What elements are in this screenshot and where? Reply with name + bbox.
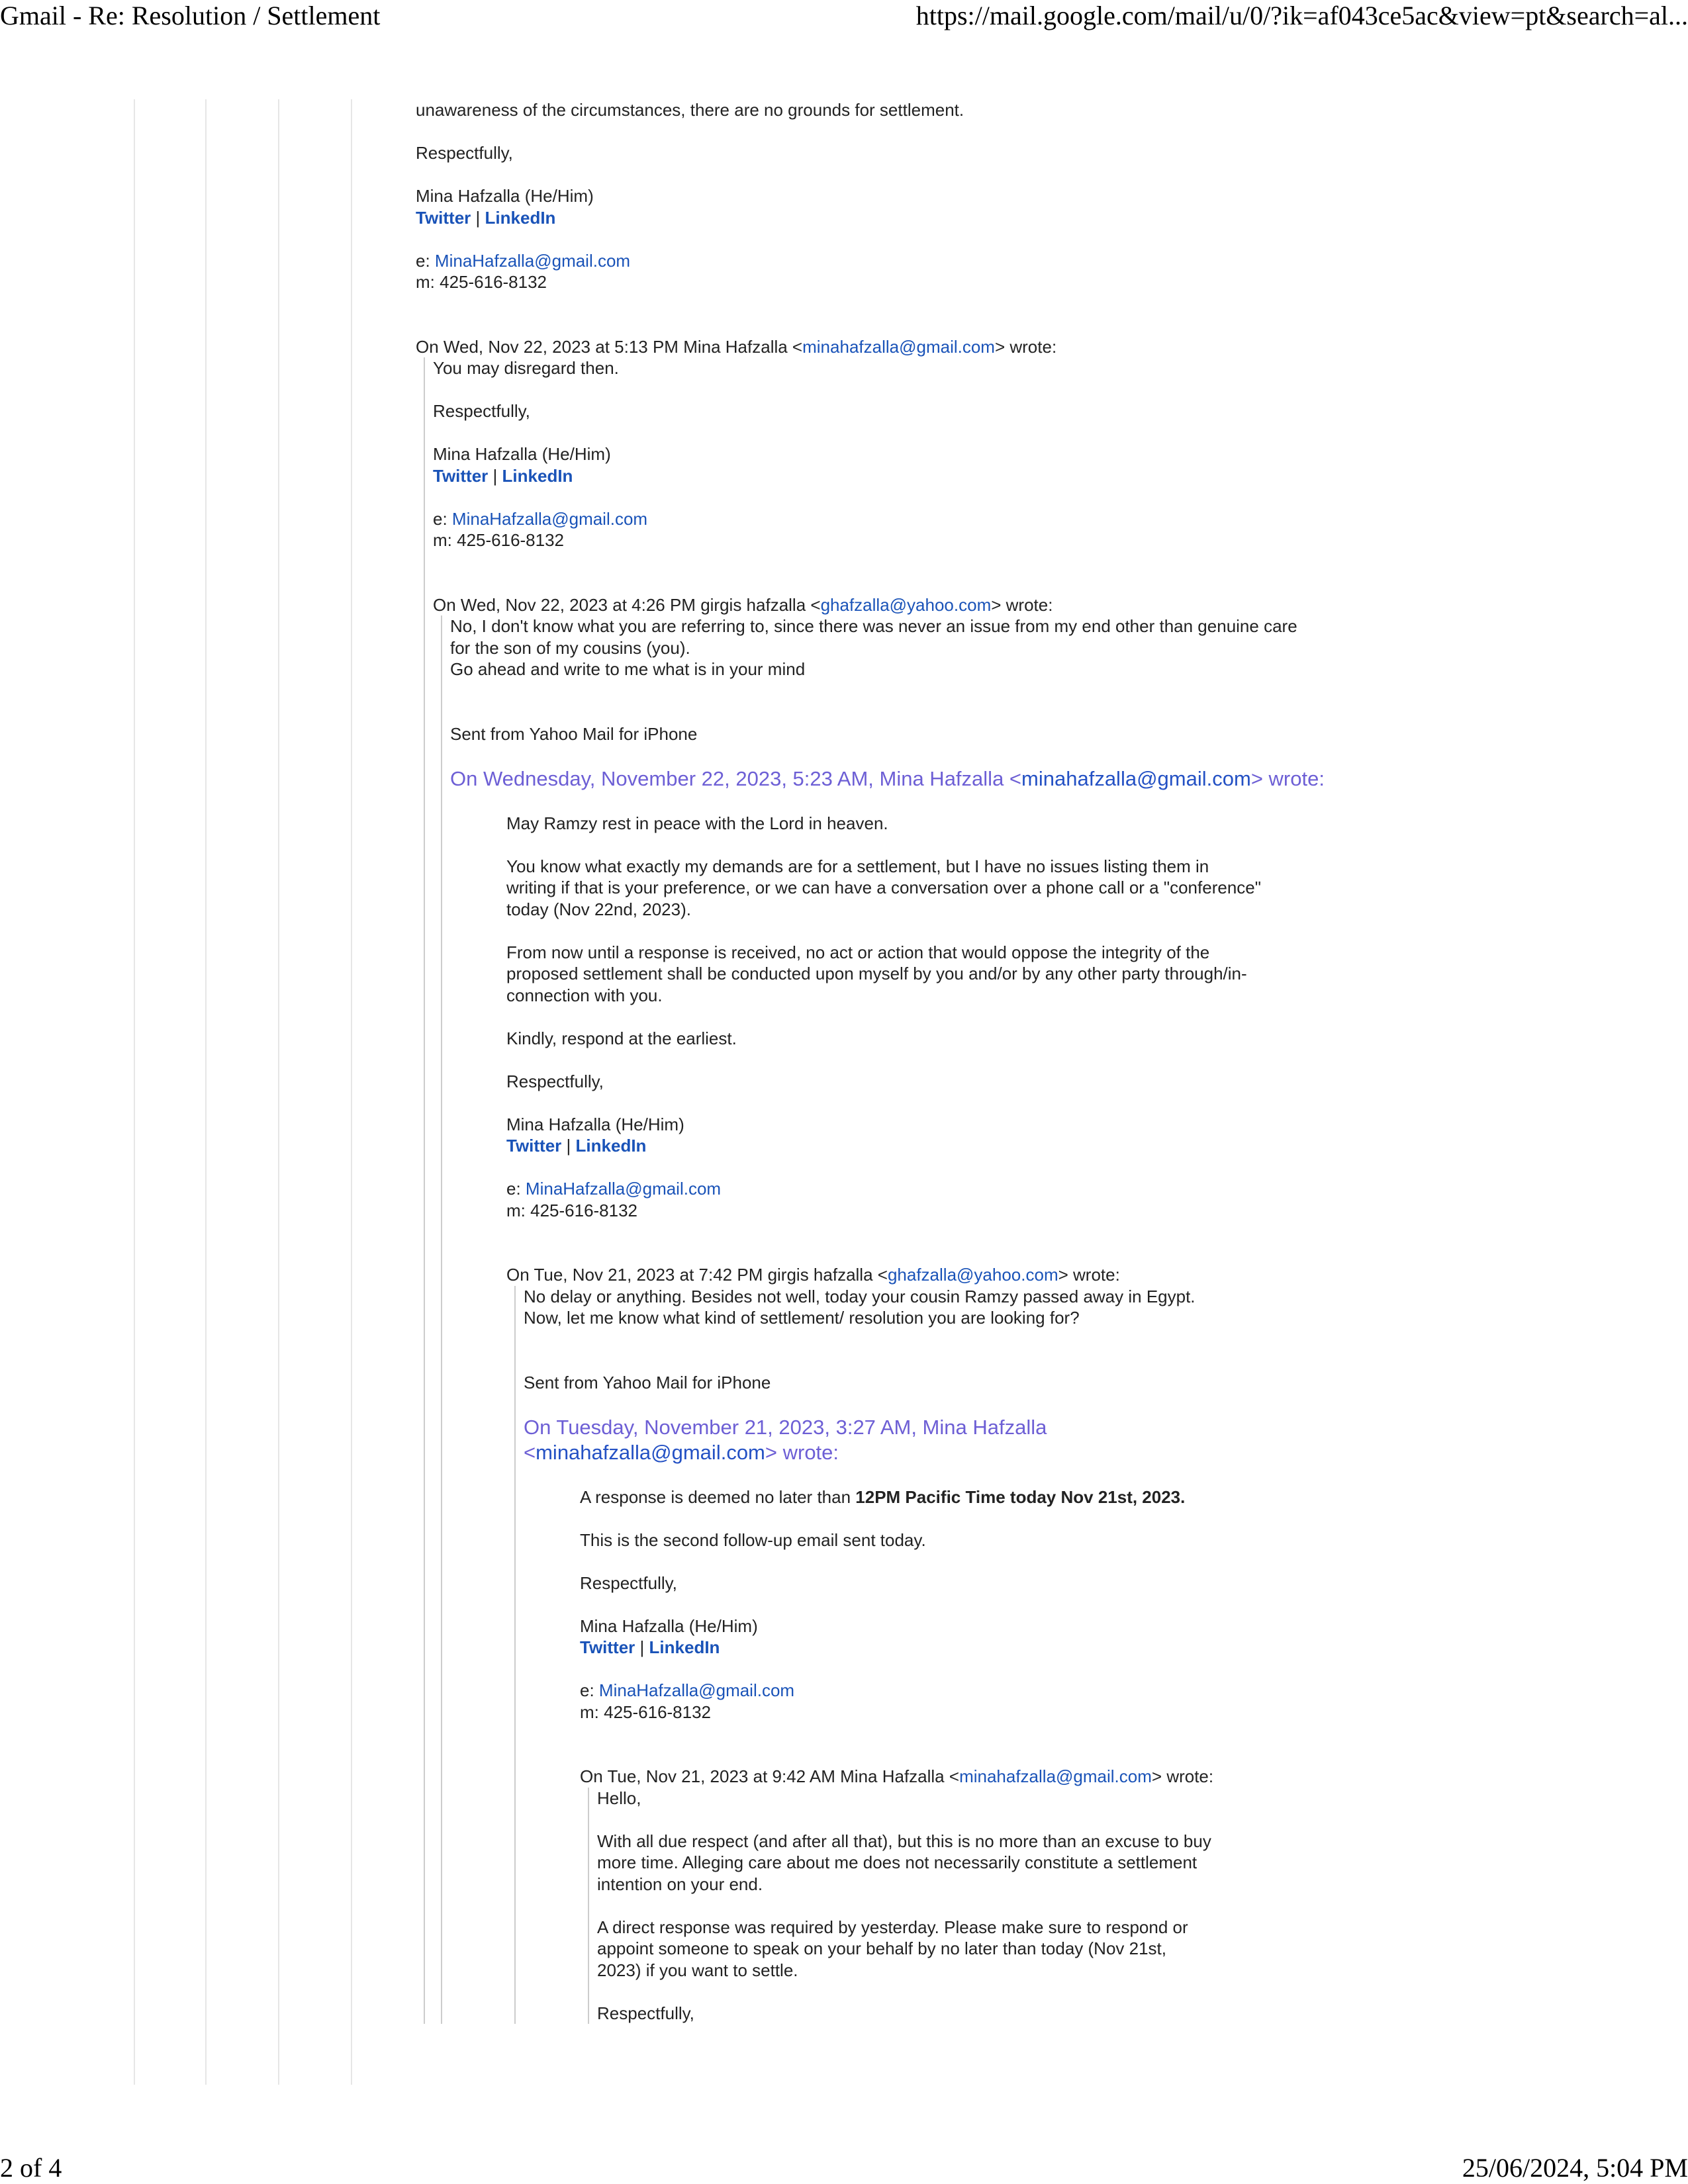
signature-name: Mina Hafzalla (He/Him) — [506, 1114, 684, 1134]
print-datetime: 25/06/2024, 5:04 PM — [1462, 2153, 1688, 2183]
sender-email-link[interactable]: ghafzalla@yahoo.com — [887, 1265, 1058, 1285]
signature: Mina Hafzalla (He/Him) Twitter | LinkedIn e: MinaHafzalla@gmail.com m: 425-616-8132 — [433, 443, 1448, 551]
message-text: You know what exactly my demands are for a settlement, but I have no issues listing them in writing if that is your preference, or we can have a conversation over a phone call or a "conference" today (Nov 22nd, 2023). — [506, 856, 1261, 919]
message-text: unawareness of the circumstances, there are no grounds for settlement. — [416, 100, 964, 120]
quote-attribution: On Wed, Nov 22, 2023 at 5:13 PM Mina Hafzalla <minahafzalla@gmail.com> wrote: — [416, 336, 1057, 357]
print-header-url: https://mail.google.com/mail/u/0/?ik=af043ce5ac&view=pt&search=al... — [915, 1, 1688, 30]
message-text: From now until a response is received, no act or action that would oppose the integrity of the proposed settlement shall be conducted upon myself by you and/or by any other party through/in- connection with you. — [506, 942, 1247, 1005]
deadline-text: 12PM Pacific Time today Nov 21st, 2023. — [855, 1486, 1186, 1507]
yahoo-quote-header: On Tuesday, November 21, 2023, 3:27 AM, Mina Hafzalla <minahafzalla@gmail.com> wrote: — [524, 1415, 1047, 1464]
sender-email-link[interactable]: minahafzalla@gmail.com — [1021, 766, 1251, 790]
thread-guide-line — [134, 99, 135, 2085]
quoted-message — [514, 1286, 1448, 2025]
closing: Respectfully, — [416, 143, 513, 163]
page-number: 2 of 4 — [0, 2153, 62, 2183]
message-text: No, I don't know what you are referring to, since there was never an issue from my end other than genuine care for the son of my cousins (you). Go ahead and write to me what is in your mind — [450, 616, 1297, 679]
email-link[interactable]: MinaHafzalla@gmail.com — [451, 508, 648, 529]
email-link[interactable]: MinaHafzalla@gmail.com — [598, 1680, 795, 1700]
signature: Mina Hafzalla (He/Him) Twitter | LinkedIn e: MinaHafzalla@gmail.com m: 425-616-8132 — [580, 1615, 1448, 1723]
twitter-link[interactable]: Twitter — [433, 465, 489, 486]
quoted-message — [580, 1486, 1448, 2025]
signature: Mina Hafzalla (He/Him) Twitter | LinkedIn e: MinaHafzalla@gmail.com m: 425-616-8132 — [506, 1114, 1448, 1222]
quote-attribution: On Tue, Nov 21, 2023 at 9:42 AM Mina Hafzalla <minahafzalla@gmail.com> wrote: — [580, 1766, 1214, 1786]
closing: Respectfully, — [597, 2003, 694, 2023]
linkedin-link[interactable]: LinkedIn — [575, 1136, 647, 1156]
phone-number: m: 425-616-8132 — [580, 1702, 712, 1722]
yahoo-quote-header: On Wednesday, November 22, 2023, 5:23 AM, Mina Hafzalla <minahafzalla@gmail.com> wrote: — [450, 766, 1325, 790]
message-text: May Ramzy rest in peace with the Lord in heaven. — [506, 813, 888, 833]
message-text: A direct response was required by yesterday. Please make sure to respond or appoint someone to speak on your behalf by no later than today (Nov 21st, 2023) if you want to settle. — [597, 1917, 1188, 1980]
message-text: With all due respect (and after all that), but this is no more than an excuse to buy more time. Alleging care about me does not necessarily constitute a settlement intention on your end. — [597, 1831, 1211, 1894]
linkedin-link[interactable]: LinkedIn — [502, 465, 573, 486]
message-text: Kindly, respond at the earliest. — [506, 1028, 737, 1048]
thread-guide-line — [351, 99, 352, 2085]
twitter-link[interactable]: Twitter — [506, 1136, 562, 1156]
quote-attribution: On Wed, Nov 22, 2023 at 4:26 PM girgis hafzalla <ghafzalla@yahoo.com> wrote: — [433, 594, 1053, 615]
signature-name: Mina Hafzalla (He/Him) — [433, 444, 611, 464]
phone-number: m: 425-616-8132 — [416, 272, 547, 292]
sender-email-link[interactable]: minahafzalla@gmail.com — [959, 1766, 1152, 1786]
email-label: e: — [416, 250, 430, 271]
closing: Respectfully, — [580, 1572, 677, 1593]
print-header-title: Gmail - Re: Resolution / Settlement — [0, 1, 381, 30]
message-text: No delay or anything. Besides not well, today your cousin Ramzy passed away in Egypt. Now, let me know what kind of settlement/ resolution you are looking for? — [524, 1286, 1196, 1328]
thread-guide-line — [205, 99, 207, 2085]
link-separator: | — [475, 207, 481, 228]
quoted-message — [441, 615, 1448, 2024]
phone-number: m: 425-616-8132 — [433, 530, 565, 550]
message-text: This is the second follow-up email sent today. — [580, 1529, 926, 1550]
message-body — [416, 99, 1448, 2024]
linkedin-link[interactable]: LinkedIn — [649, 1637, 720, 1657]
message-text: Hello, — [597, 1788, 641, 1808]
thread-guide-line — [278, 99, 279, 2085]
email-link[interactable]: MinaHafzalla@gmail.com — [525, 1179, 722, 1199]
email-link[interactable]: MinaHafzalla@gmail.com — [434, 250, 631, 271]
twitter-link[interactable]: Twitter — [416, 207, 471, 228]
sender-email-link[interactable]: minahafzalla@gmail.com — [802, 336, 995, 357]
signature-name: Mina Hafzalla (He/Him) — [580, 1615, 758, 1636]
sender-email-link[interactable]: minahafzalla@gmail.com — [536, 1440, 765, 1464]
quoted-message — [588, 1788, 1448, 2025]
quoted-message — [506, 813, 1448, 2025]
sent-from-yahoo: Sent from Yahoo Mail for iPhone — [450, 723, 698, 744]
closing: Respectfully, — [433, 401, 530, 421]
message-text: A response is deemed no later than 12PM Pacific Time today Nov 21st, 2023. — [580, 1486, 1186, 1507]
email-thread — [416, 99, 1448, 2024]
quote-attribution: On Tue, Nov 21, 2023 at 7:42 PM girgis hafzalla <ghafzalla@yahoo.com> wrote: — [506, 1265, 1120, 1285]
quoted-message — [424, 357, 1448, 2024]
closing: Respectfully, — [506, 1071, 604, 1091]
signature-name: Mina Hafzalla (He/Him) — [416, 186, 594, 206]
twitter-link[interactable]: Twitter — [580, 1637, 635, 1657]
message-text: You may disregard then. — [433, 358, 619, 378]
linkedin-link[interactable]: LinkedIn — [485, 207, 556, 228]
sender-email-link[interactable]: ghafzalla@yahoo.com — [820, 594, 992, 615]
signature — [416, 185, 1448, 293]
phone-number: m: 425-616-8132 — [506, 1200, 638, 1220]
sent-from-yahoo: Sent from Yahoo Mail for iPhone — [524, 1372, 771, 1392]
